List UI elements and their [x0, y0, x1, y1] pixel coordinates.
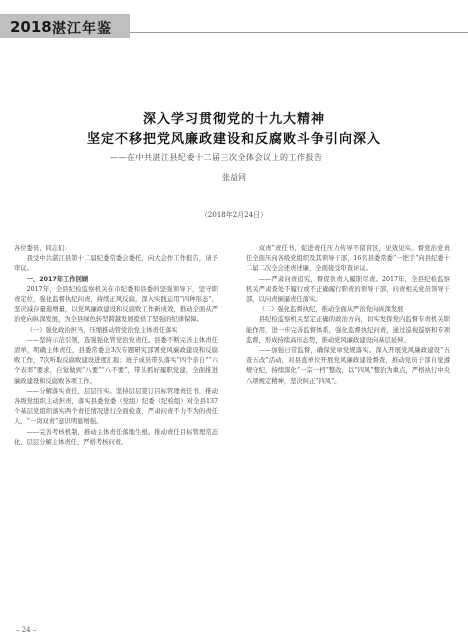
- yearbook-tab: [0, 14, 130, 38]
- header-yearbook-name: 湛江年鉴: [52, 21, 112, 37]
- body-paragraph: ——严肃问责追究，督促负责人履职尽责。2017年，全县纪检监察机关严肃查处不履行或不正确履行职责的领导干部，问责相关党员领导干部，以问责倒逼责任落实。: [246, 275, 450, 304]
- article-subtitle: ——在中共湛江县纪委十二届三次全体会议上的工作报告: [110, 153, 323, 162]
- body-paragraph: 各位委员、同志们：: [14, 245, 71, 252]
- body-paragraph: 县纪检监察机关坚定正确的政治方向，切实发挥党内监督专责机关职能作用，进一步完善监督体系，强化监督执纪问责，通过巡视巡察和专项监督，形成持续高压态势，推动党风廉政建设向基层延伸。: [246, 316, 450, 344]
- header-year: 2018: [10, 18, 52, 36]
- body-paragraph: ——完善考核机制，推动主体责任落地生根。推动责任目标管理常态化，层层分解主体责任，严格考核问责。: [14, 428, 218, 446]
- page-number: – 24 –: [16, 626, 37, 634]
- body-paragraph: 2017年，全县纪检监察机关在市纪委和县委的坚强领导下，坚守职责定位，强化监督执纪问责，持续正风反腐，深入实践运用“四种形态”，坚决减存量遏增量，以党风廉政建设和反腐败工作新成效，推动全面从严治党向纵深发展，为全县绿色转型跨越发展提供了坚强的纪律保障。: [14, 285, 218, 324]
- subsection-heading: （二）强化监督执纪，推动全面从严治党向纵深发展: [258, 306, 404, 314]
- page-header: [0, 0, 468, 46]
- subsection-heading: （一）强化政治担当，压缩推动管党治党主体责任落实: [26, 326, 178, 334]
- body-paragraph: ——分解落实责任，层层压实。坚持层层签订目标管理责任书，推动各级党组织主动担责，落实县委党委（党组）纪委（纪检组）对全县137个基层党组织落实两个责任情况进行全面检查，严肃问责不力不为的责任人，“一岗双责”意识明显增强。: [14, 387, 218, 426]
- article-author: 张益同: [222, 173, 246, 182]
- body-paragraph: 双责”责任书，促进责任压力传导不留盲区，见效见实。督党治党责任全面压向各级党组织及其领导干部，16名县委常委“一把手”向县纪委十二届二次全会述责述廉，全面接受审查评议。: [246, 245, 450, 273]
- right-text-column: [246, 244, 450, 387]
- body-paragraph: ——坚持示范引领，选强强化管党治党责任。县委不断完善主体责任清单，明确主体责任，县委常委会3次专题研究部署党风廉政建设和反腐败工作，7次听取反腐败建设进度汇报；班子成员带头落实“四个亲自”“六个表率”要求，自觉做到“八要”“八不要”，带头抓好履职党建，全面推进廉政建设和反腐败各项工作。: [14, 336, 218, 385]
- header-rule: [130, 32, 468, 33]
- article-title-line1: 深入学习贯彻党的十九大精神: [142, 112, 325, 127]
- article-date: （2018年2月24日）: [200, 211, 268, 219]
- section-heading: 一、2017年工作回顾: [26, 275, 89, 283]
- left-text-column: [14, 244, 218, 448]
- body-paragraph: 我受中共湛江县第十二届纪委常委会委托，向大会作工作报告，请予审议。: [14, 255, 218, 273]
- body-paragraph: ——加强日常监督，确保党章党规落实。深入开展党风廉政建设“五查五改”活动，对县直单位开展党风廉政建设督查，推动党员干部自觉遵规守纪，持续深化“一宗一档”整改，以“四风”整治为重点，严格执行中央八项规定精神，坚决纠正“四风”。: [246, 347, 450, 385]
- article-title-line2: 坚定不移把党风廉政建设和反腐败斗争引向深入: [86, 132, 381, 147]
